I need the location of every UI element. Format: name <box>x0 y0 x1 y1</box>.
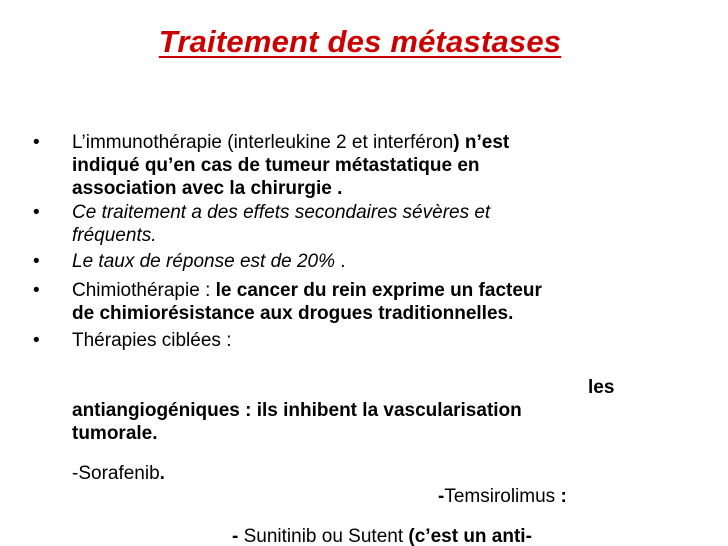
immuno-line-2: indiqué qu’en cas de tumeur métastatique en <box>72 155 480 176</box>
taux-line <box>72 251 346 273</box>
effets-line-1: Ce traitement a des effets secondaires sévères et <box>72 202 491 223</box>
sorafenib-text: -Sorafenib <box>72 463 160 484</box>
therapies-les: les <box>588 377 615 398</box>
taux-text: Le taux de réponse est de 20% <box>72 251 336 272</box>
chimio-line-1 <box>72 280 542 302</box>
immuno-text-a: L’immunothérapie (interleukine 2 et interféron <box>72 132 454 153</box>
sunitinib-text: Sunitinib ou Sutent <box>243 526 409 546</box>
immuno-line-1 <box>72 132 509 154</box>
taux-period: . <box>335 251 346 272</box>
chimio-text: le cancer du rein exprime un facteur <box>215 280 542 301</box>
therapies-anti-line-2: tumorale. <box>72 423 158 444</box>
bullet-marker: • <box>33 202 40 223</box>
sunitinib-note: (c’est un anti- <box>408 526 532 546</box>
slide-title: Traitement des métastases <box>158 24 562 59</box>
temsirolimus-text: Temsirolimus <box>444 486 556 507</box>
therapies-heading: Thérapies ciblées : <box>72 330 232 351</box>
temsirolimus-colon: : <box>555 486 567 507</box>
temsirolimus-line <box>438 486 567 508</box>
bullet-marker: • <box>33 280 40 301</box>
sorafenib-line <box>72 463 165 485</box>
chimio-line-2: de chimiorésistance aux drogues traditionnelles. <box>72 303 514 324</box>
effets-line-2: fréquents. <box>72 225 157 246</box>
sunitinib-line <box>232 526 532 546</box>
sorafenib-period: . <box>159 463 165 484</box>
chimio-label: Chimiothérapie : <box>72 280 216 301</box>
temsirolimus-dash: - <box>438 486 445 507</box>
immuno-line-3: association avec la chirurgie . <box>72 178 343 199</box>
bullet-marker: • <box>33 251 40 272</box>
sunitinib-dash: - <box>232 526 244 546</box>
bullet-marker: • <box>33 330 40 351</box>
immuno-text-b: ) n’est <box>453 132 510 153</box>
bullet-marker: • <box>33 132 40 153</box>
therapies-anti-line-1: antiangiogéniques : ils inhibent la vascularisation <box>72 400 522 421</box>
